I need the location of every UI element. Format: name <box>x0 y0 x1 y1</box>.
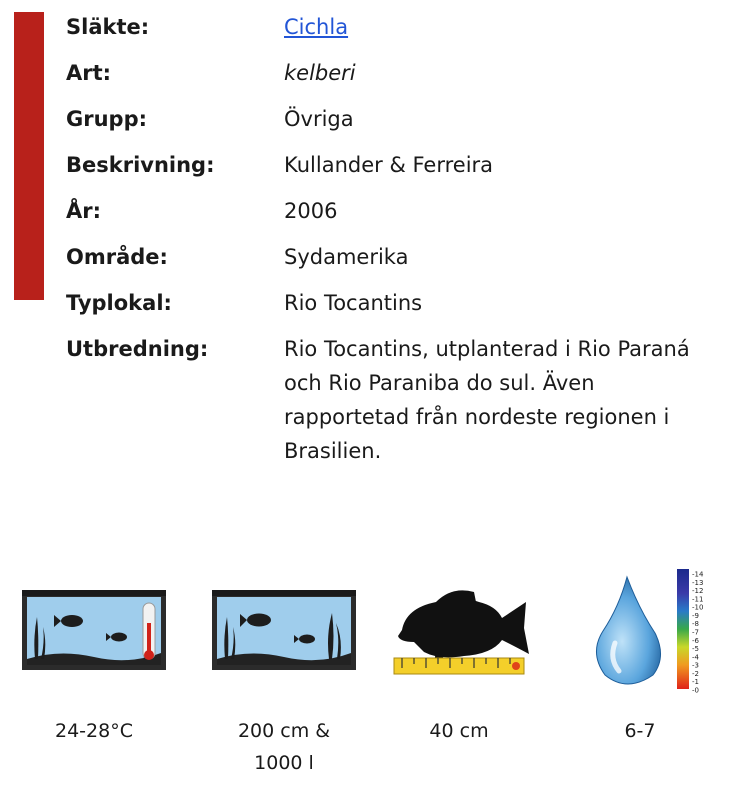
info-row-utbredning <box>66 332 716 468</box>
ph-label: 6-7 <box>624 720 656 742</box>
ph-tick-label: -11 <box>692 595 704 604</box>
param-temperature <box>14 565 174 747</box>
temperature-label: 24-28°C <box>55 720 133 742</box>
ph-tick-label: -6 <box>692 636 699 645</box>
ph-tick-label: -1 <box>692 678 699 687</box>
ph-tick-label: -2 <box>692 669 699 678</box>
info-row-beskrivning <box>66 148 716 182</box>
ph-tick-label: -5 <box>692 645 699 654</box>
info-row-ar <box>66 194 716 228</box>
info-label: Utbredning: <box>66 337 209 361</box>
ph-water-drop-icon <box>560 565 720 695</box>
aquarium-thermometer-icon <box>14 565 174 695</box>
genus-link[interactable]: Cichla <box>284 15 349 39</box>
param-aquarium-size <box>204 565 364 779</box>
region-value: Sydamerika <box>284 245 409 269</box>
ph-tick-label: -7 <box>692 628 699 637</box>
ph-tick-label: -4 <box>692 653 699 662</box>
tank-length-label: 200 cm & <box>237 720 331 742</box>
ph-tick-label: -9 <box>692 611 699 620</box>
tank-volume-label: 1000 l <box>254 752 314 774</box>
ph-tick-label: -3 <box>692 661 699 670</box>
year-value: 2006 <box>284 199 338 223</box>
fish-length-label: 40 cm <box>429 720 489 742</box>
info-label: Släkte: <box>66 15 150 39</box>
ph-tick-label: -14 <box>692 570 704 579</box>
aquarium-size-icon <box>204 565 364 695</box>
ph-tick-label: -8 <box>692 620 699 629</box>
species-info-table <box>66 10 716 480</box>
param-fish-length <box>379 565 539 747</box>
info-label: Art: <box>66 61 112 85</box>
accent-bar <box>14 12 44 300</box>
param-ph <box>560 565 720 747</box>
info-label: Beskrivning: <box>66 153 215 177</box>
info-label: År: <box>66 199 102 223</box>
ph-tick-label: -13 <box>692 578 704 587</box>
info-row-art <box>66 56 716 90</box>
info-row-omrade <box>66 240 716 274</box>
info-row-grupp <box>66 102 716 136</box>
info-label: Grupp: <box>66 107 148 131</box>
group-value: Övriga <box>284 107 354 131</box>
info-label: Typlokal: <box>66 291 172 315</box>
ph-tick-label: -10 <box>692 603 704 612</box>
species-value: kelberi <box>284 61 356 85</box>
ph-tick-label: -12 <box>692 587 704 596</box>
fish-length-ruler-icon <box>379 565 539 695</box>
distribution-value: Rio Tocantins, utplanterad i Rio Paraná och Rio Paraniba do sul. Även rapportetad från nordeste regionen i Brasilien. <box>284 337 690 463</box>
info-label: Område: <box>66 245 168 269</box>
info-row-typlokal <box>66 286 716 320</box>
ph-tick-label: -0 <box>692 686 699 693</box>
type-locality-value: Rio Tocantins <box>284 291 423 315</box>
info-row-slakte <box>66 10 716 44</box>
description-value: Kullander & Ferreira <box>284 153 494 177</box>
